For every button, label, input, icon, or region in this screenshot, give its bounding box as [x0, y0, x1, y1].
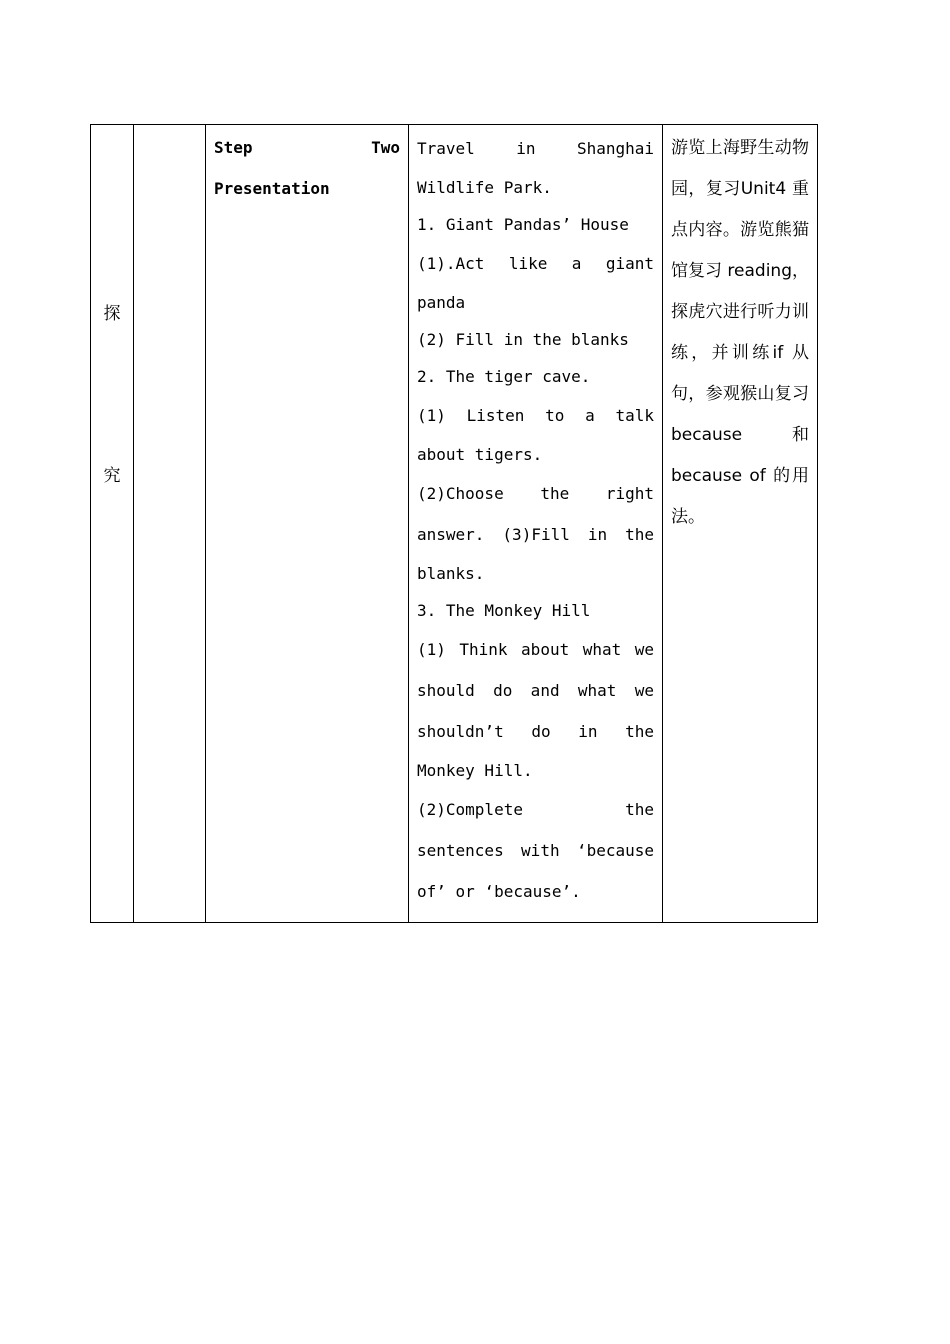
lesson-plan-table — [90, 124, 818, 923]
phase-cell — [91, 125, 134, 923]
content-line: 3. The Monkey Hill — [417, 601, 591, 620]
phase-char-1: 探 — [103, 304, 121, 324]
content-line: should do and what we — [417, 681, 654, 700]
content-line: Travel in Shanghai — [417, 139, 654, 158]
purpose-text: 游览上海野生动物园，复习Unit4 重点内容。游览熊猫馆复习 reading，探虎穴进行听力训练，并训练if 从句，参观猴山复习 because 和 because of 的用法。 — [671, 138, 809, 527]
content-line: answer. (3)Fill in the — [417, 525, 654, 544]
content-line: about tigers. — [417, 445, 543, 464]
step-title — [206, 125, 408, 209]
content-line: shouldn’t do in the — [417, 722, 654, 741]
content-line: panda — [417, 293, 466, 312]
empty-cell — [134, 125, 206, 923]
content-line: sentences with ‘because — [417, 841, 654, 860]
phase-char-2: 究 — [103, 466, 121, 486]
content-cell — [409, 125, 663, 923]
content-line: (2)Complete the — [417, 800, 654, 819]
step-word-step: Step — [214, 138, 253, 157]
table-row — [91, 125, 818, 923]
content-block — [409, 125, 662, 922]
step-cell — [206, 125, 409, 923]
purpose-cell — [663, 125, 818, 923]
content-line: of’ or ‘because’. — [417, 882, 581, 901]
content-line: blanks. — [417, 564, 485, 583]
content-line: (1) Think about what we — [417, 640, 654, 659]
content-line: 1. Giant Pandas’ House — [417, 215, 629, 234]
content-line: (1).Act like a giant — [417, 254, 654, 273]
content-line: 2. The tiger cave. — [417, 367, 591, 386]
content-line: (1) Listen to a talk — [417, 406, 654, 425]
content-line: (2) Fill in the blanks — [417, 330, 629, 349]
content-line: (2)Choose the right — [417, 484, 654, 503]
step-word-presentation: Presentation — [214, 179, 330, 198]
content-line: Monkey Hill. — [417, 761, 533, 780]
step-word-two: Two — [371, 138, 400, 157]
content-line: Wildlife Park. — [417, 178, 552, 197]
